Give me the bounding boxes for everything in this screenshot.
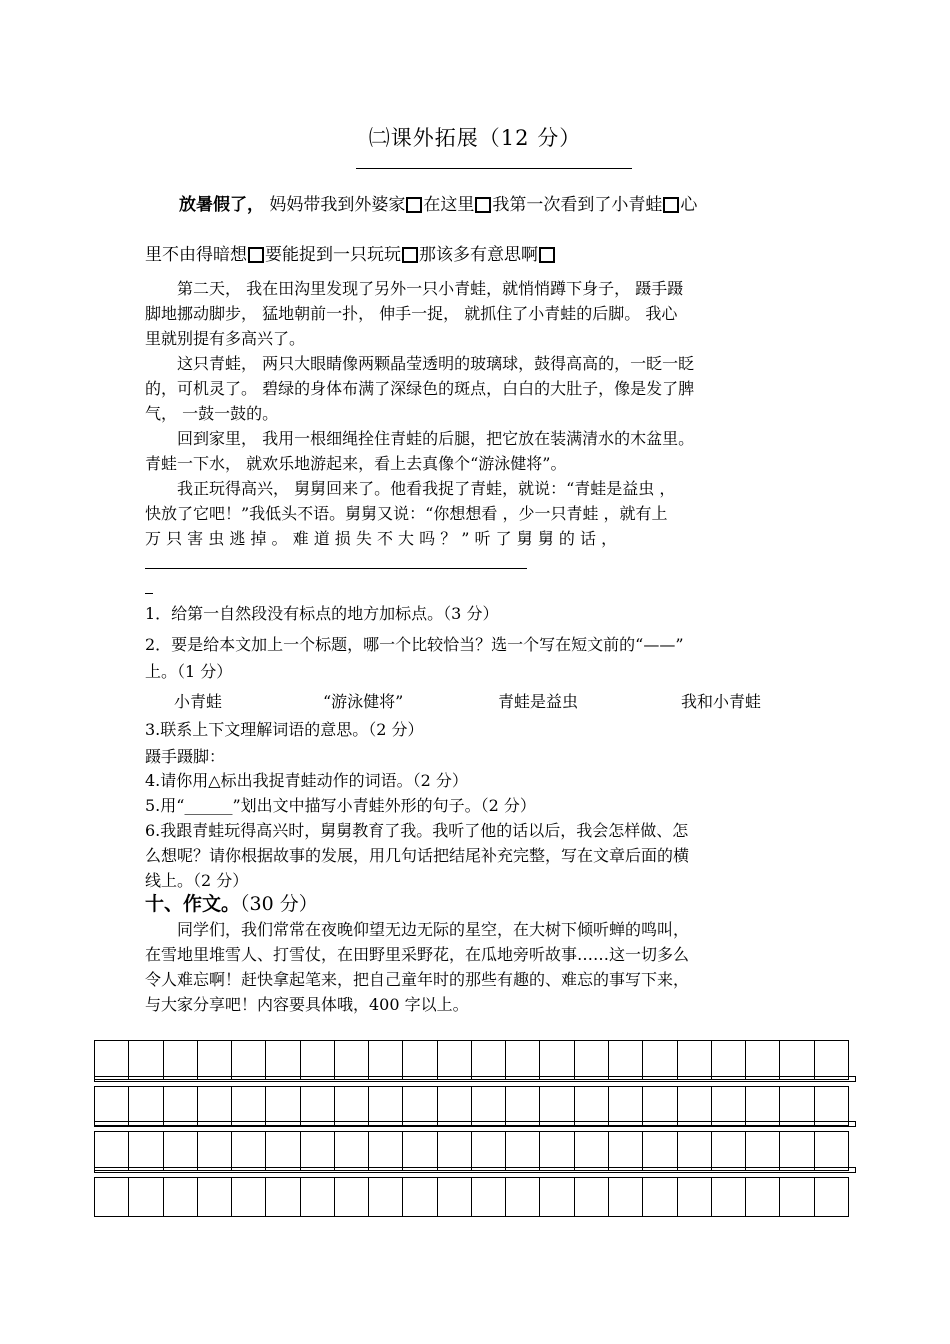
paragraph-1-line-1 <box>145 190 810 215</box>
passage-line: 这只青蛙， 两只大眼睛像两颗晶莹透明的玻璃球，鼓得高高的，一眨一眨 <box>145 354 695 373</box>
punctuation-blank-box[interactable] <box>248 247 264 263</box>
grid-cell[interactable] <box>540 1177 574 1217</box>
grid-cell[interactable] <box>746 1177 780 1217</box>
grid-cell[interactable] <box>266 1131 300 1171</box>
grid-cell[interactable] <box>335 1131 369 1171</box>
grid-row <box>94 1177 849 1217</box>
grid-cell[interactable] <box>266 1040 300 1080</box>
grid-cell[interactable] <box>609 1086 643 1126</box>
grid-cell[interactable] <box>164 1177 198 1217</box>
title-option: 小青蛙 <box>174 692 223 711</box>
grid-cell[interactable] <box>335 1086 369 1126</box>
passage-line: 气， 一鼓一鼓的。 <box>145 404 279 423</box>
grid-cell[interactable] <box>746 1086 780 1126</box>
question-2-line-1: 2．要是给本文加上一个标题，哪一个比较恰当？选一个写在短文前的“——” <box>145 635 684 654</box>
passage-line: 回到家里， 我用一根细绳拴住青蛙的后腿，把它放在装满清水的木盆里。 <box>145 429 695 448</box>
grid-cell[interactable] <box>301 1040 335 1080</box>
grid-cell[interactable] <box>232 1177 266 1217</box>
grid-cell[interactable] <box>540 1131 574 1171</box>
passage-line: 里就别提有多高兴了。 <box>145 329 306 348</box>
grid-cell[interactable] <box>301 1086 335 1126</box>
grid-cell[interactable] <box>95 1086 129 1126</box>
punctuation-blank-box[interactable] <box>475 197 491 213</box>
grid-cell[interactable] <box>746 1040 780 1080</box>
grid-cell[interactable] <box>678 1177 712 1217</box>
text: 要能捉到一只玩玩 <box>265 245 401 265</box>
grid-cell[interactable] <box>95 1177 129 1217</box>
grid-cell[interactable] <box>301 1177 335 1217</box>
grid-cell[interactable] <box>609 1177 643 1217</box>
question-4: 4.请你用△标出我捉青蛙动作的词语。（2 分） <box>145 771 468 790</box>
punctuation-blank-box[interactable] <box>663 197 679 213</box>
grid-cell[interactable] <box>506 1086 540 1126</box>
grid-cell[interactable] <box>232 1131 266 1171</box>
grid-cell[interactable] <box>506 1131 540 1171</box>
grid-cell[interactable] <box>643 1177 677 1217</box>
passage-line: 脚地挪动脚步， 猛地朝前一扑， 伸手一捉， 就抓住了小青蛙的后脚。 我心 <box>145 304 678 323</box>
grid-cell[interactable] <box>712 1040 746 1080</box>
section-title: ㈡课外拓展（12 分） <box>368 126 582 150</box>
grid-cell[interactable] <box>129 1040 163 1080</box>
grid-cell[interactable] <box>369 1040 403 1080</box>
essay-heading-text: 十、作文。 <box>145 893 241 915</box>
grid-cell[interactable] <box>472 1177 506 1217</box>
grid-cell[interactable] <box>403 1040 437 1080</box>
grid-cell[interactable] <box>678 1040 712 1080</box>
grid-row <box>94 1131 849 1171</box>
passage-line: 万 只 害 虫 逃 掉 。 难 道 损 失 不 大 吗 ？ ” 听 了 舅 舅 的 话 ， <box>145 529 618 548</box>
grid-cell[interactable] <box>438 1131 472 1171</box>
grid-cell[interactable] <box>472 1131 506 1171</box>
grid-cell[interactable] <box>266 1086 300 1126</box>
grid-cell[interactable] <box>575 1086 609 1126</box>
grid-cell[interactable] <box>164 1131 198 1171</box>
grid-cell[interactable] <box>301 1131 335 1171</box>
text: 妈妈带我到外婆家 <box>264 195 406 215</box>
grid-cell[interactable] <box>506 1177 540 1217</box>
grid-cell[interactable] <box>472 1086 506 1126</box>
title-underline <box>356 168 632 169</box>
grid-cell[interactable] <box>815 1040 849 1080</box>
grid-cell[interactable] <box>403 1131 437 1171</box>
grid-cell[interactable] <box>780 1040 814 1080</box>
grid-cell[interactable] <box>369 1086 403 1126</box>
grid-cell[interactable] <box>815 1177 849 1217</box>
title-option: 青蛙是益虫 <box>498 692 579 711</box>
grid-cell[interactable] <box>438 1086 472 1126</box>
grid-cell[interactable] <box>540 1040 574 1080</box>
question-2-line-2: 上。（1 分） <box>145 662 233 681</box>
grid-cell[interactable] <box>232 1086 266 1126</box>
grid-row <box>94 1086 849 1126</box>
grid-cell[interactable] <box>643 1086 677 1126</box>
grid-cell[interactable] <box>335 1040 369 1080</box>
passage-line: 快放了它吧！”我低头不语。舅舅又说：“你想想看 ，少一只青蛙 ，就有上 <box>145 504 668 523</box>
grid-row-separator <box>94 1167 856 1173</box>
text: 心 <box>680 195 698 215</box>
text: 里不由得暗想 <box>145 245 247 265</box>
title-option: 我和小青蛙 <box>681 692 762 711</box>
punctuation-blank-box[interactable] <box>402 247 418 263</box>
question-6-line-1: 6.我跟青蛙玩得高兴时，舅舅教育了我。我听了他的话以后，我会怎样做、怎 <box>145 821 689 840</box>
question-1: 1．给第一自然段没有标点的地方加标点。（3 分） <box>145 604 499 623</box>
grid-cell[interactable] <box>780 1177 814 1217</box>
grid-cell[interactable] <box>643 1131 677 1171</box>
grid-cell[interactable] <box>164 1086 198 1126</box>
grid-cell[interactable] <box>95 1040 129 1080</box>
grid-cell[interactable] <box>712 1177 746 1217</box>
grid-cell[interactable] <box>232 1040 266 1080</box>
grid-cell[interactable] <box>438 1177 472 1217</box>
grid-cell[interactable] <box>575 1177 609 1217</box>
essay-points: （30 分） <box>240 893 318 915</box>
question-5: 5.用“______”划出文中描写小青蛙外形的句子。（2 分） <box>145 796 536 815</box>
grid-cell[interactable] <box>540 1086 574 1126</box>
question-3-term: 蹑手蹑脚： <box>145 747 226 766</box>
grid-cell[interactable] <box>129 1131 163 1171</box>
text: 放暑假了， <box>179 195 264 215</box>
grid-cell[interactable] <box>335 1177 369 1217</box>
grid-cell[interactable] <box>129 1177 163 1217</box>
grid-row-separator <box>94 1076 856 1082</box>
passage-line: 青蛙一下水， 就欢乐地游起来，看上去真像个“游泳健将”。 <box>145 454 567 473</box>
essay-prompt-line: 同学们，我们常常在夜晚仰望无边无际的星空，在大树下倾听蝉的鸣叫， <box>145 920 690 939</box>
answer-line[interactable] <box>145 568 527 569</box>
grid-cell[interactable] <box>678 1131 712 1171</box>
paragraph-1-line-2 <box>145 240 810 265</box>
grid-row-separator <box>94 1121 856 1127</box>
grid-cell[interactable] <box>712 1086 746 1126</box>
grid-cell[interactable] <box>369 1177 403 1217</box>
grid-cell[interactable] <box>266 1177 300 1217</box>
grid-cell[interactable] <box>472 1040 506 1080</box>
question-6-line-3: 线上。（2 分） <box>145 871 249 890</box>
text: 那该多有意思啊 <box>419 245 538 265</box>
essay-prompt-line: 在雪地里堆雪人、打雪仗，在田野里采野花，在瓜地旁听故事……这一切多么 <box>145 945 690 964</box>
grid-cell[interactable] <box>815 1131 849 1171</box>
grid-cell[interactable] <box>815 1086 849 1126</box>
grid-cell[interactable] <box>403 1177 437 1217</box>
text: 我第一次看到了小青蛙 <box>492 195 663 215</box>
grid-cell[interactable] <box>609 1040 643 1080</box>
title-option: “游泳健将” <box>323 692 404 711</box>
text: 在这里 <box>423 195 475 215</box>
grid-cell[interactable] <box>403 1086 437 1126</box>
grid-cell[interactable] <box>369 1131 403 1171</box>
grid-cell[interactable] <box>575 1040 609 1080</box>
grid-cell[interactable] <box>198 1131 232 1171</box>
grid-cell[interactable] <box>643 1040 677 1080</box>
grid-cell[interactable] <box>438 1040 472 1080</box>
passage-line: 的，可机灵了。 碧绿的身体布满了深绿色的斑点，白白的大肚子，像是发了脾 <box>145 379 695 398</box>
essay-prompt-line: 令人难忘啊！赶快拿起笔来，把自己童年时的那些有趣的、难忘的事写下来， <box>145 970 690 989</box>
grid-cell[interactable] <box>712 1131 746 1171</box>
grid-cell[interactable] <box>198 1040 232 1080</box>
grid-cell[interactable] <box>198 1177 232 1217</box>
question-6-line-2: 么想呢？请你根据故事的发展，用几句话把结尾补充完整，写在文章后面的横 <box>145 846 690 865</box>
grid-row <box>94 1040 849 1080</box>
passage-line: 第二天， 我在田沟里发现了另外一只小青蛙，就悄悄蹲下身子， 蹑手蹑 <box>145 279 684 298</box>
grid-cell[interactable] <box>780 1086 814 1126</box>
grid-cell[interactable] <box>678 1086 712 1126</box>
grid-cell[interactable] <box>575 1131 609 1171</box>
grid-cell[interactable] <box>95 1131 129 1171</box>
grid-cell[interactable] <box>506 1040 540 1080</box>
grid-cell[interactable] <box>609 1131 643 1171</box>
punctuation-blank-box[interactable] <box>539 247 555 263</box>
question-3: 3.联系上下文理解词语的意思。（2 分） <box>145 720 424 739</box>
grid-cell[interactable] <box>746 1131 780 1171</box>
grid-cell[interactable] <box>780 1131 814 1171</box>
essay-prompt-line: 与大家分享吧！内容要具体哦，400 字以上。 <box>145 995 469 1014</box>
passage-line: 我正玩得高兴， 舅舅回来了。他看我捉了青蛙，就说：“青蛙是益虫 ， <box>145 479 676 498</box>
answer-line-end <box>145 593 153 594</box>
grid-cell[interactable] <box>198 1086 232 1126</box>
grid-cell[interactable] <box>164 1040 198 1080</box>
grid-cell[interactable] <box>129 1086 163 1126</box>
punctuation-blank-box[interactable] <box>406 197 422 213</box>
essay-heading <box>145 889 318 916</box>
